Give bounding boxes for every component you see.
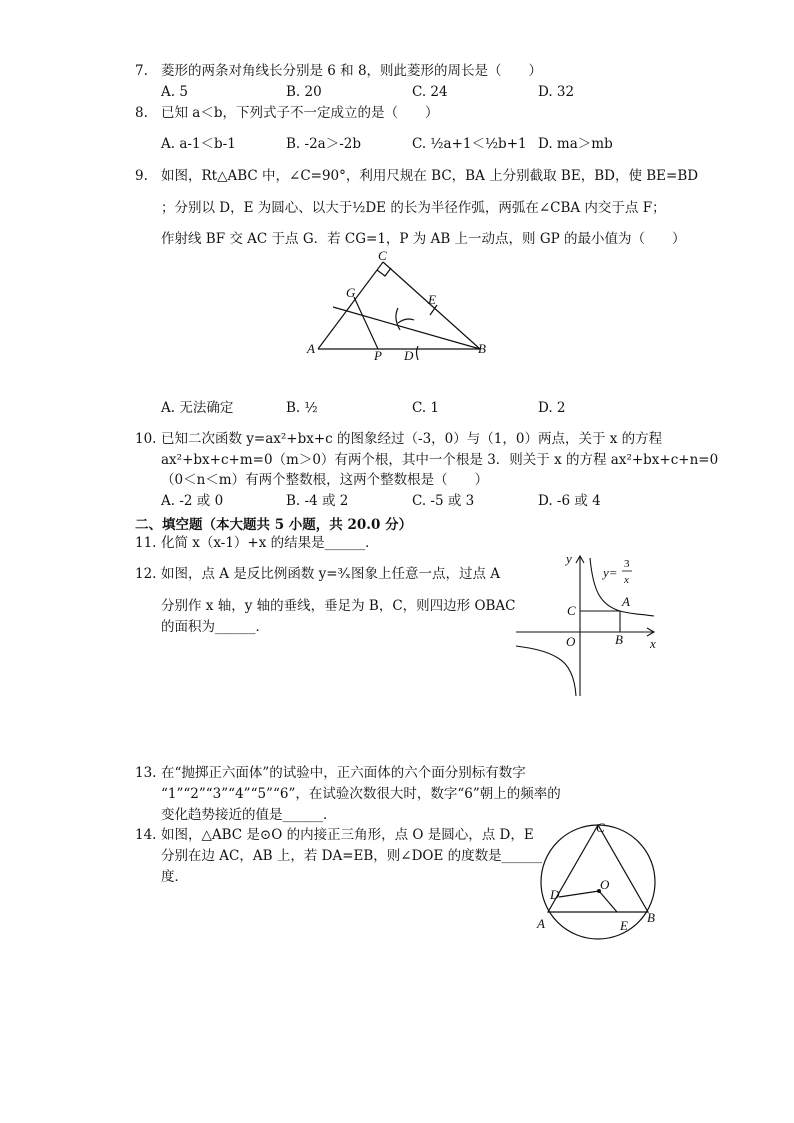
- q12-label-x-axis: x: [650, 636, 656, 651]
- q9-label-g: G: [346, 285, 356, 300]
- q9-label-b: B: [478, 341, 486, 356]
- q9-stem-line3: 作射线 BF 交 AC 于点 G．若 CG=1，P 为 AB 上一动点，则 GP 的最小值为（ ）: [161, 231, 686, 247]
- q8-option-d[interactable]: D. ma＞mb: [538, 136, 613, 152]
- q9-option-d[interactable]: D. 2: [538, 400, 566, 416]
- q7-number: 7.: [135, 63, 148, 79]
- q9-number: 9.: [135, 168, 148, 184]
- q7-option-b[interactable]: B. 20: [286, 84, 322, 100]
- q12-label-b: B: [615, 632, 623, 647]
- q13-number: 13.: [135, 765, 157, 781]
- q9-label-d: D: [404, 348, 414, 363]
- q14-circle-figure: [530, 815, 665, 940]
- q10-option-a[interactable]: A. -2 或 0: [161, 493, 224, 509]
- q14-label-e: E: [620, 918, 628, 933]
- q9-label-c: C: [378, 248, 387, 263]
- q8-option-c[interactable]: C. ½a+1＜½b+1: [412, 136, 527, 152]
- q12-func-denominator: x: [624, 574, 629, 586]
- q12-stem-line3: 的面积为______．: [161, 619, 269, 635]
- q11-number: 11.: [135, 535, 157, 551]
- q14-label-a: A: [537, 916, 545, 931]
- q9-label-a: A: [307, 341, 315, 356]
- q10-option-d[interactable]: D. -6 或 4: [538, 493, 601, 509]
- q8-stem: 已知 a＜b，下列式子不一定成立的是（ ）: [161, 105, 439, 121]
- section-heading-fill-in: 二、填空题（本大题共 5 小题，共 20.0 分）: [135, 517, 413, 533]
- q8-number: 8.: [135, 105, 148, 121]
- q12-stem-line2: 分别作 x 轴，y 轴的垂线，垂足为 B，C，则四边形 OBAC: [161, 598, 516, 614]
- q9-option-c[interactable]: C. 1: [412, 400, 440, 416]
- q12-number: 12.: [135, 566, 157, 582]
- q9-stem-line2: ；分别以 D，E 为圆心、以大于½DE 的长为半径作弧，两弧在∠CBA 内交于点 F；: [161, 200, 666, 216]
- q14-label-o: O: [600, 877, 610, 892]
- q14-number: 14.: [135, 827, 157, 843]
- q14-label-c: C: [596, 820, 605, 835]
- q12-func-numerator: 3: [624, 558, 630, 570]
- q7-option-a[interactable]: A. 5: [161, 84, 188, 100]
- q13-stem-line2: “1”“2”“3”“4”“5”“6”，在试验次数很大时，数字“6”朝上的频率的: [161, 786, 561, 802]
- q9-option-b[interactable]: B. ½: [286, 400, 318, 416]
- q12-func-label: y=: [603, 565, 618, 580]
- q12-label-a: A: [622, 594, 630, 609]
- q14-stem-line2: 分别在边 AC，AB 上，若 DA=EB，则∠DOE 的度数是______: [161, 848, 543, 864]
- q7-stem: 菱形的两条对角线长分别是 6 和 8，则此菱形的周长是（ ）: [161, 63, 543, 79]
- q8-option-b[interactable]: B. -2a＞-2b: [286, 136, 361, 152]
- q12-label-c: C: [567, 603, 576, 618]
- q14-stem-line1: 如图，△ABC 是⊙O 的内接正三角形，点 O 是圆心，点 D，E: [161, 827, 534, 843]
- q7-option-c[interactable]: C. 24: [412, 84, 448, 100]
- q10-stem-line3: （0＜n＜m）有两个整数根，这两个整数根是（ ）: [161, 472, 489, 488]
- q14-label-b: B: [647, 910, 655, 925]
- q7-option-d[interactable]: D. 32: [538, 84, 575, 100]
- q9-triangle-figure: [300, 245, 500, 365]
- q8-option-a[interactable]: A. a-1＜b-1: [161, 136, 236, 152]
- q10-number: 10.: [135, 431, 157, 447]
- q9-option-a[interactable]: A. 无法确定: [161, 400, 234, 416]
- q10-option-b[interactable]: B. -4 或 2: [286, 493, 349, 509]
- q12-hyperbola-figure: [510, 548, 660, 698]
- q10-option-c[interactable]: C. -5 或 3: [412, 493, 475, 509]
- q11-stem: 化简 x（x-1）+x 的结果是______．: [161, 535, 379, 551]
- q12-label-y-axis: y: [566, 551, 572, 566]
- q12-stem-line1: 如图，点 A 是反比例函数 y=³⁄ₓ图象上任意一点，过点 A: [161, 566, 500, 582]
- q14-stem-line3: 度．: [161, 869, 188, 885]
- q9-label-e: E: [428, 292, 436, 307]
- q14-label-d: D: [550, 887, 560, 902]
- q10-stem-line1: 已知二次函数 y=ax²+bx+c 的图象经过（-3，0）与（1，0）两点，关于 x 的方程: [161, 431, 663, 447]
- q9-label-p: P: [374, 348, 382, 363]
- q12-label-o: O: [566, 634, 576, 649]
- q13-stem-line1: 在“抛掷正六面体”的试验中，正六面体的六个面分别标有数字: [161, 765, 526, 781]
- q9-stem-line1: 如图，Rt△ABC 中，∠C=90°，利用尺规在 BC，BA 上分别截取 BE，BD，使 BE=BD: [161, 168, 699, 184]
- q13-stem-line3: 变化趋势接近的值是______．: [161, 807, 337, 823]
- q10-stem-line2: ax²+bx+c+m=0（m＞0）有两个根，其中一个根是 3．则关于 x 的方程 ax²+bx+c+n=0: [161, 452, 719, 468]
